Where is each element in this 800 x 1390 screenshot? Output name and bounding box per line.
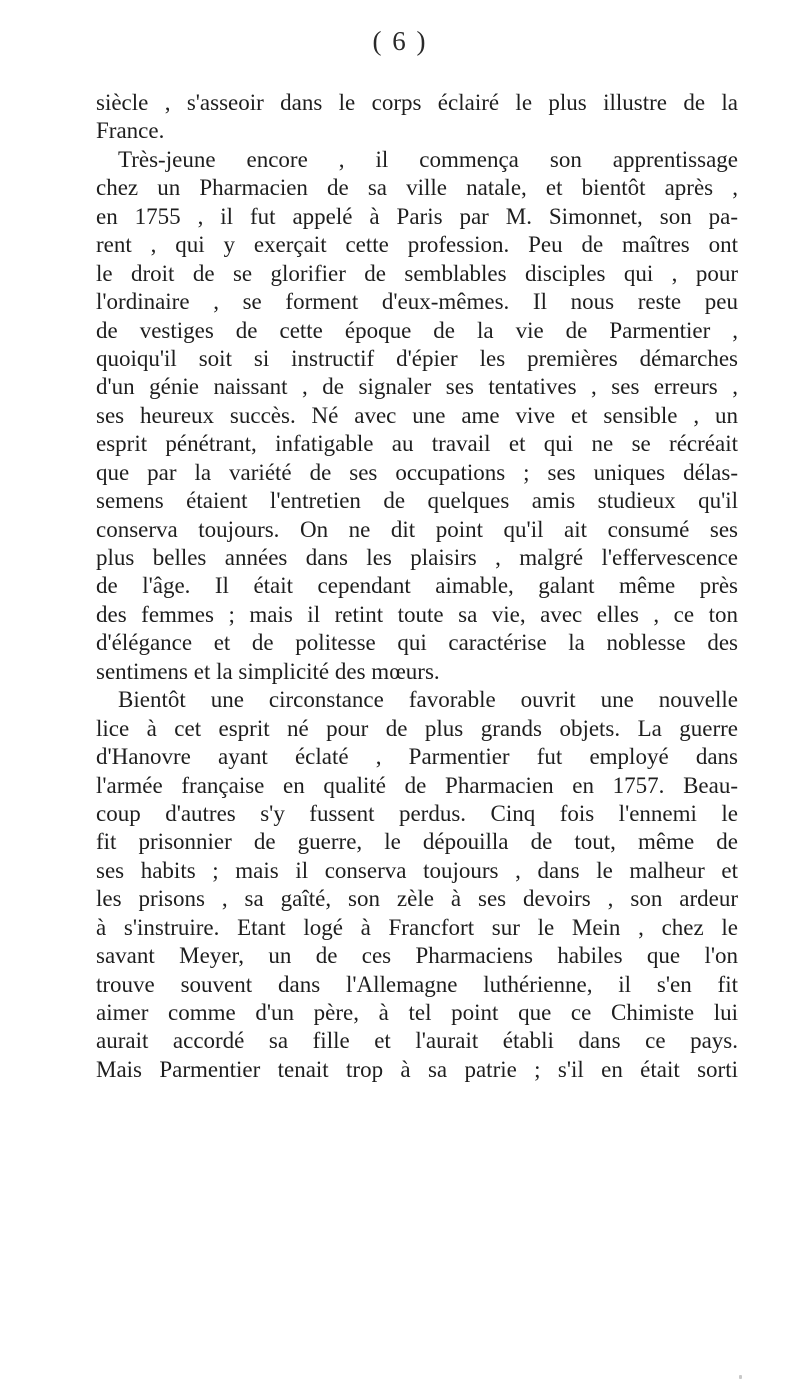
text-line: que par la variété de ses occupations ; ses uniques délas-: [96, 459, 738, 485]
text-line: esprit pénétrant, infatigable au travail et qui ne se récréait: [96, 431, 738, 457]
paper-speck: [739, 1375, 742, 1379]
text-line: aurait accordé sa fille et l'aurait établi dans ce pays.: [96, 1028, 738, 1054]
text-line: rent , qui y exerçait cette profession. Peu de maîtres ont: [96, 232, 738, 258]
text-line: l'ordinaire , se forment d'eux-mêmes. Il nous reste peu: [96, 289, 738, 315]
text-line: d'élégance et de politesse qui caractérise la noblesse des: [96, 630, 738, 656]
text-line: en 1755 , il fut appelé à Paris par M. Simonnet, son pa-: [96, 203, 738, 229]
text-line: d'Hanovre ayant éclaté , Parmentier fut employé dans: [96, 744, 738, 770]
body-text: [96, 89, 738, 1084]
text-line: le droit de se glorifier de semblables disciples qui , pour: [96, 260, 738, 286]
text-line: fit prisonnier de guerre, le dépouilla de tout, même de: [96, 829, 738, 855]
text-line: aimer comme d'un père, à tel point que ce Chimiste lui: [96, 1000, 738, 1025]
text-line: Mais Parmentier tenait trop à sa patrie ; s'il en était sorti: [96, 1056, 738, 1082]
text-line: d'un génie naissant , de signaler ses tentatives , ses erreurs ,: [96, 374, 738, 400]
text-line: savant Meyer, un de ces Pharmaciens habiles que l'on: [96, 943, 738, 969]
text-line: siècle , s'asseoir dans le corps éclairé le plus illustre de la: [96, 90, 738, 115]
text-line: Très-jeune encore , il commença son apprentissage: [118, 146, 738, 172]
text-line: trouve souvent dans l'Allemagne luthérienne, il s'en fit: [96, 971, 738, 997]
text-line: chez un Pharmacien de sa ville natale, et bientôt après ,: [96, 175, 738, 201]
text-line: de l'âge. Il était cependant aimable, galant même près: [96, 573, 738, 599]
text-line: de vestiges de cette époque de la vie de Parmentier ,: [96, 317, 738, 343]
text-line: sentimens et la simplicité des mœurs.: [96, 658, 440, 684]
text-line: plus belles années dans les plaisirs , malgré l'effervescence: [96, 545, 738, 570]
text-line: conserva toujours. On ne dit point qu'il ait consumé ses: [96, 516, 738, 542]
text-line: Bientôt une circonstance favorable ouvrit une nouvelle: [118, 687, 738, 713]
text-line: ses heureux succès. Né avec une ame vive et sensible , un: [96, 402, 738, 428]
text-line: l'armée française en qualité de Pharmacien en 1757. Beau-: [96, 772, 738, 798]
text-line: quoiqu'il soit si instructif d'épier les premières démarches: [96, 345, 738, 371]
text-line: France.: [96, 118, 165, 144]
text-line: semens étaient l'entretien de quelques amis studieux qu'il: [96, 488, 738, 514]
text-line: des femmes ; mais il retint toute sa vie, avec elles , ce ton: [96, 601, 738, 627]
text-line: les prisons , sa gaîté, son zèle à ses devoirs , son ardeur: [96, 886, 738, 912]
text-line: lice à cet esprit né pour de plus grands objets. La guerre: [96, 715, 738, 741]
text-line: ses habits ; mais il conserva toujours , dans le malheur et: [96, 857, 738, 883]
page-number: ( 6 ): [372, 26, 428, 56]
text-line: coup d'autres s'y fussent perdus. Cinq fois l'ennemi le: [96, 800, 738, 826]
text-line: à s'instruire. Etant logé à Francfort sur le Mein , chez le: [96, 914, 738, 940]
